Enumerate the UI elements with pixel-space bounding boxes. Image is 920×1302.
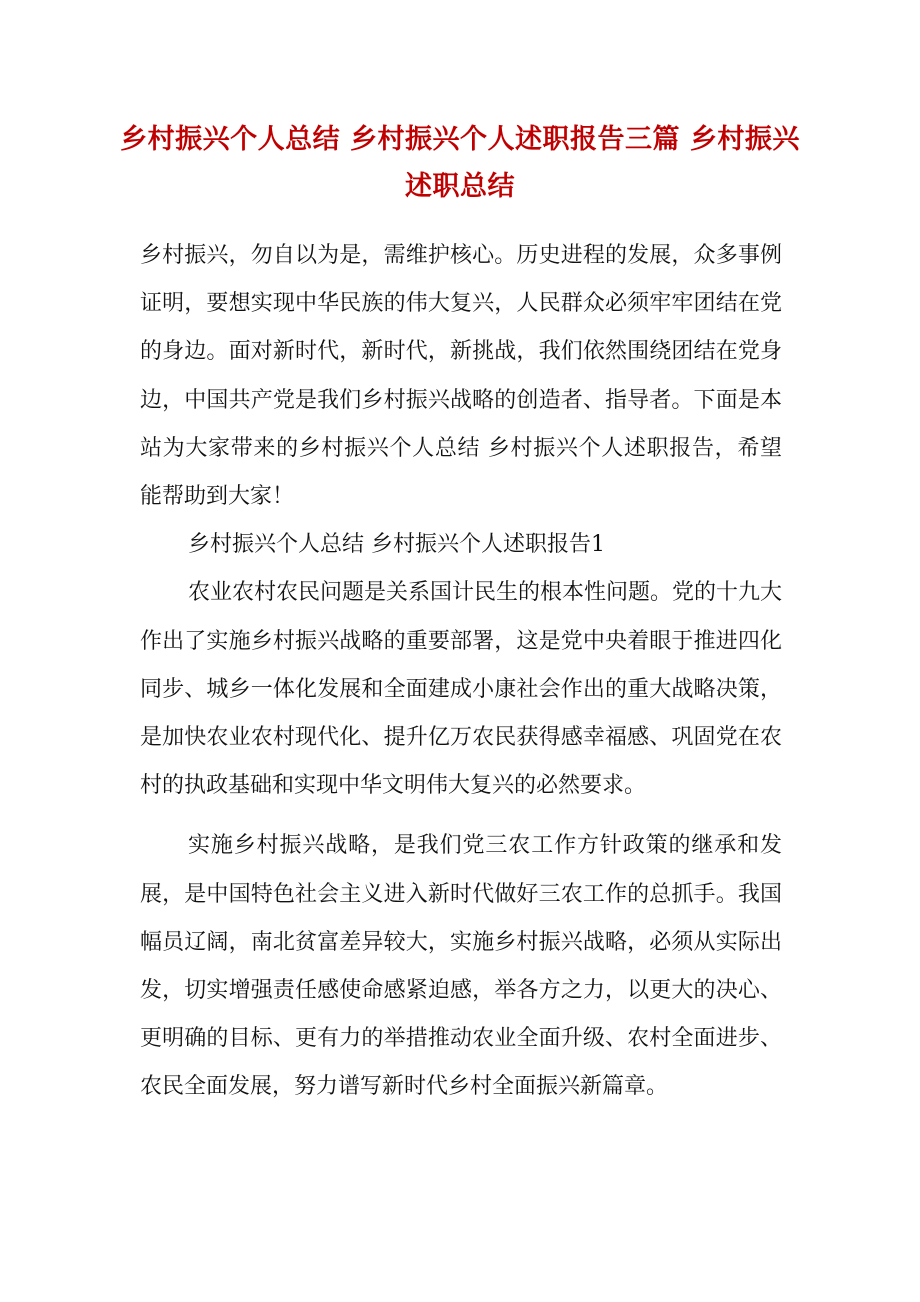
document-title: 乡村振兴个人总结 乡村振兴个人述职报告三篇 乡村振兴述职总结 [120, 124, 800, 202]
intro-paragraph: 乡村振兴，勿自以为是，需维护核心。历史进程的发展，众多事例证明，要想实现中华民族的伟大复兴，人民群众必须牢牢团结在党的身边。面对新时代，新时代，新挑战，我们依然围绕团结在党身边，中国共产党是我们乡村振兴战略的创造者、指导者。下面是本站为大家带来的乡村振兴个人总结 乡村振兴个人述职报告，希望能帮助到大家！ [140, 243, 782, 510]
body-paragraph-2: 实施乡村振兴战略，是我们党三农工作方针政策的继承和发展，是中国特色社会主义进入新时代做好三农工作的总抓手。我国幅员辽阔，南北贫富差异较大，实施乡村振兴战略，必须从实际出发，切实增强责任感使命感紧迫感，举各方之力，以更大的决心、更明确的目标、更有力的举措推动农业全面升级、农村全面进步、农民全面发展，努力谱写新时代乡村全面振兴新篇章。 [140, 833, 782, 1100]
section-heading: 乡村振兴个人总结 乡村振兴个人述职报告1 [188, 532, 605, 558]
document-body [140, 232, 782, 1112]
body-paragraph-1: 农业农村农民问题是关系国计民生的根本性问题。党的十九大作出了实施乡村振兴战略的重要部署，这是党中央着眼于推进四化同步、城乡一体化发展和全面建成小康社会作出的重大战略决策，是加快农业农村现代化、提升亿万农民获得感幸福感、巩固党在农村的执政基础和实现中华文明伟大复兴的必然要求。 [140, 580, 783, 799]
